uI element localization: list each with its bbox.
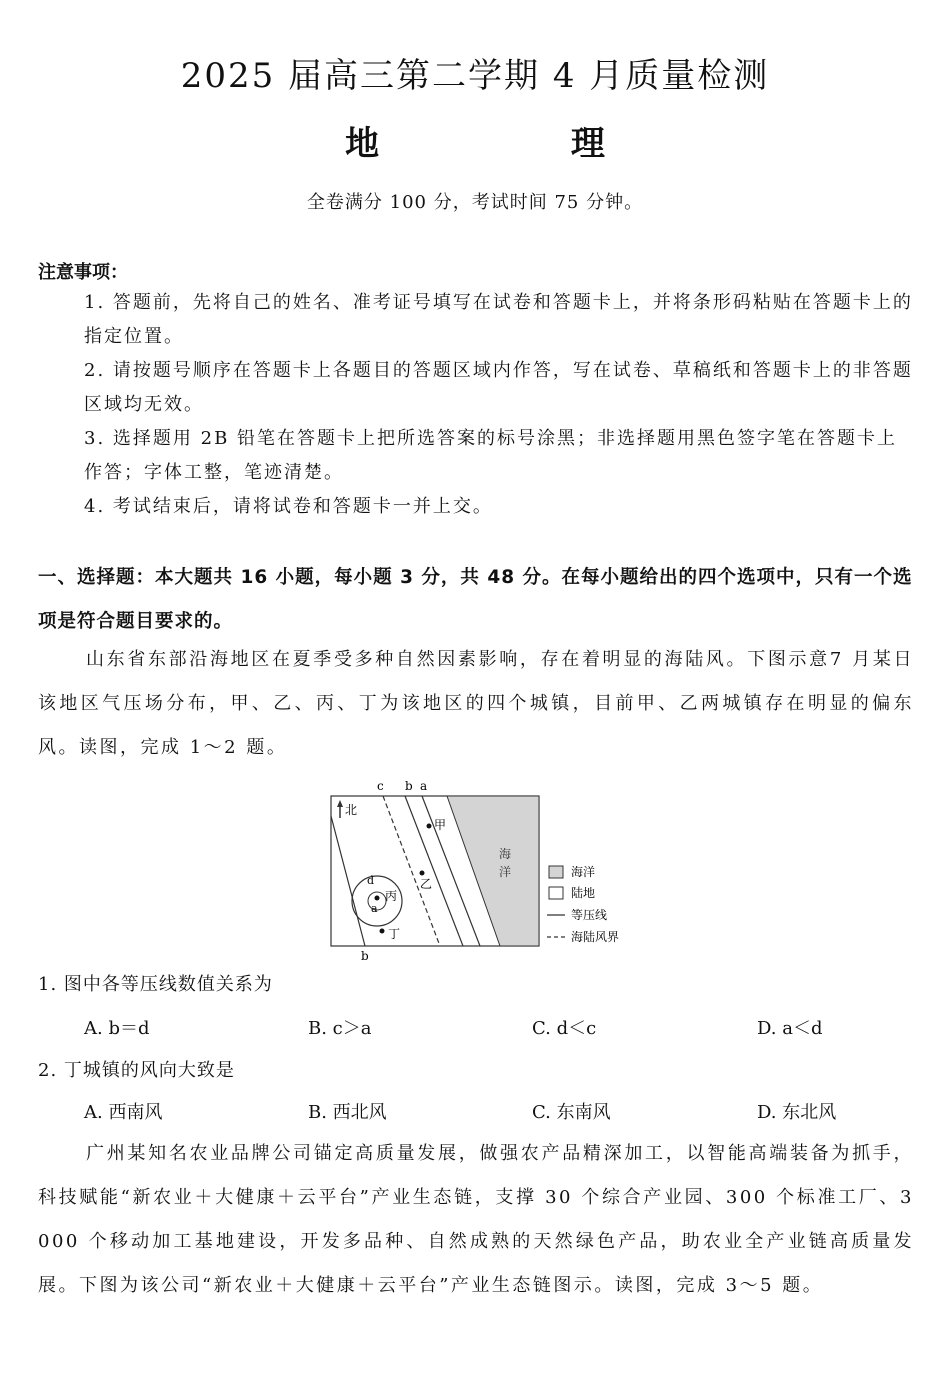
town-label: 乙 [420,877,433,891]
option-a[interactable]: A. b＝d [84,1018,150,1039]
sea-label-2: 洋 [499,865,512,879]
notice-heading: 注意事项： [38,262,128,283]
exam-title: 2025 届高三第二学期 4 月质量检测 [180,56,770,96]
option-b[interactable]: B. c＞a [308,1018,372,1039]
line-label: a [420,779,428,793]
legend-sea-swatch [549,866,563,878]
line-label: b [361,949,369,963]
line-label: d [367,874,375,887]
legend-label: 等压线 [571,908,608,922]
north-label: 北 [345,803,358,817]
option-c[interactable]: C. d＜c [532,1018,597,1039]
town-label: 甲 [434,818,447,832]
legend-label: 陆地 [571,886,596,900]
option-d[interactable]: D. a＜d [757,1018,823,1039]
section-heading: 一、选择题：本大题共 16 小题，每小题 3 分，共 48 分。在每小题给出的四个选项中，只有一个选项是符合题目要求的。 [38,567,913,632]
notice-item: 1. 答题前，先将自己的姓名、准考证号填写在试卷和答题卡上，并将条形码粘贴在答题卡上的指定位置。 [84,292,913,347]
notice-item: 3. 选择题用 2B 铅笔在答题卡上把所选答案的标号涂黑；非选择题用黑色签字笔在答题卡上作答；字体工整，笔迹清楚。 [84,428,898,483]
notice-item: 2. 请按题号顺序在答题卡上各题目的答题区域内作答，写在试卷、草稿纸和答题卡上的非答题区域均无效。 [84,360,913,415]
notice-item: 4. 考试结束后，请将试卷和答题卡一并上交。 [84,496,493,517]
sea-label-1: 海 [499,847,512,861]
town-label: 丁 [388,927,401,941]
pressure-map-figure [325,776,645,966]
legend-label: 海洋 [571,865,596,879]
town-label: 丙 [385,889,398,903]
passage-1: 山东省东部沿海地区在夏季受多种自然因素影响，存在着明显的海陆风。下图示意7 月某日该地区气压场分布，甲、乙、丙、丁为该地区的四个城镇，目前甲、乙两城镇存在明显的偏东风。读图，完成 1～2 题。 [38,649,914,758]
line-label: c [377,779,384,793]
town-dot-bing [375,896,380,901]
town-dot-jia [427,824,432,829]
town-dot-ding [380,929,385,934]
subject-title: 地 理 [345,124,665,164]
legend-label: 海陆风界 [571,930,620,944]
question-stem: 1. 图中各等压线数值关系为 [38,974,273,995]
option-b[interactable]: B. 西北风 [308,1102,387,1123]
line-label: b [405,779,413,793]
town-dot-yi [420,871,425,876]
passage-2: 广州某知名农业品牌公司锚定高质量发展，做强农产品精深加工，以智能高端装备为抓手，科技赋能“新农业＋大健康＋云平台”产业生态链，支撑 30 个综合产业园、300 个标准工厂、3 000 个移动加工基地建设，开发多品种、自然成熟的天然绿色产品，助农业全产业链高质量发展。下图为该公司“新农业＋大健康＋云平台”产业生态链图示。读图，完成 3～5 题。 [38,1143,914,1296]
option-d[interactable]: D. 东北风 [757,1102,837,1123]
option-a[interactable]: A. 西南风 [84,1102,163,1123]
line-label: a [371,902,378,915]
option-c[interactable]: C. 东南风 [532,1102,611,1123]
question-stem: 2. 丁城镇的风向大致是 [38,1060,235,1081]
exam-info: 全卷满分 100 分，考试时间 75 分钟。 [306,192,644,213]
legend-land-swatch [549,887,563,899]
